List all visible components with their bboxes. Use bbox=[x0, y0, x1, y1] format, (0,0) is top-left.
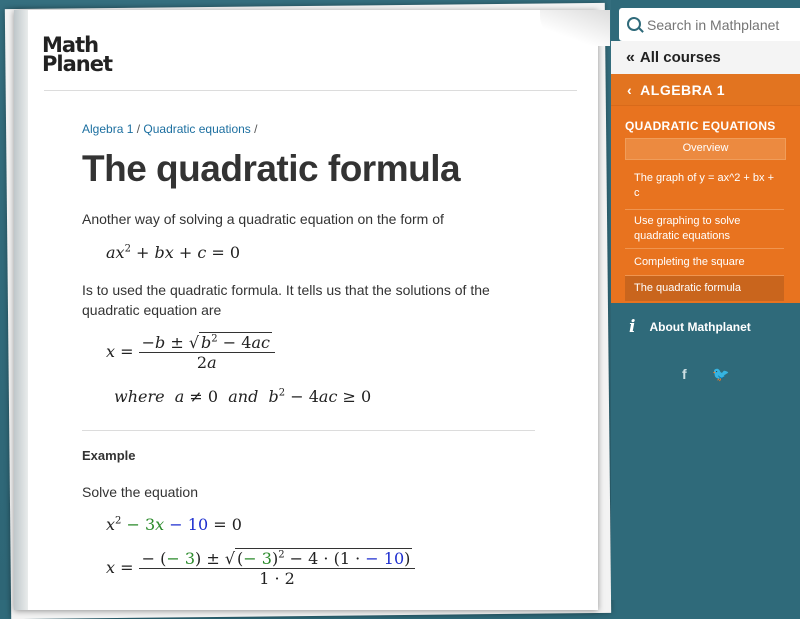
chevron-left-icon: ‹ bbox=[627, 81, 633, 98]
sidebar-item-label: The graph of y = ax^2 + bx + c bbox=[634, 172, 774, 199]
sidebar-item-graphing[interactable] bbox=[625, 209, 784, 249]
and-word: and bbox=[228, 387, 259, 406]
sidebar-item-label: The quadratic formula bbox=[634, 282, 741, 294]
example-text: Solve the equation bbox=[82, 484, 198, 500]
search-icon[interactable] bbox=[627, 17, 641, 31]
search-box[interactable] bbox=[619, 8, 800, 41]
sidebar-item-graph[interactable] bbox=[625, 166, 784, 210]
divider bbox=[44, 90, 577, 91]
example-equation: $x^2 - 3x - 10 = 0$ bbox=[106, 515, 242, 534]
sidebar-item-quadratic-formula[interactable] bbox=[625, 276, 784, 301]
page-title: The quadratic formula bbox=[82, 148, 461, 189]
all-courses-label: All courses bbox=[639, 49, 721, 66]
divider bbox=[82, 430, 535, 431]
course-title: ALGEBRA 1 bbox=[640, 81, 726, 98]
example-formula-substitution: x = $\frac{- (- 3) \pm √ (- 3)^2 - 4 \cdot (1 \cdot - 10)}{1 \cdot 2}$ bbox=[106, 549, 415, 588]
section-heading: QUADRATIC EQUATIONS bbox=[625, 119, 776, 133]
logo-line-1: Math bbox=[42, 33, 99, 57]
about-label: About Mathplanet bbox=[649, 320, 751, 334]
info-icon: i bbox=[629, 317, 636, 337]
twitter-icon[interactable]: 🐦 bbox=[712, 366, 730, 382]
breadcrumb-algebra-1[interactable]: Algebra 1 bbox=[82, 122, 134, 136]
breadcrumb-separator: / bbox=[250, 122, 258, 136]
formula-condition: where a ≠ 0 and $b^2 - 4ac \ge 0$ bbox=[114, 387, 372, 406]
breadcrumb bbox=[82, 122, 257, 136]
course-header-link[interactable] bbox=[611, 74, 800, 106]
all-courses-link[interactable] bbox=[611, 41, 800, 74]
quadratic-formula: x = $\frac{-b \pm √ b^2 - 4ac}{2a}$ bbox=[106, 333, 275, 372]
page-edge bbox=[14, 10, 28, 610]
example-heading: Example bbox=[82, 448, 136, 463]
intro-paragraph: Another way of solving a quadratic equation on the form of bbox=[82, 211, 444, 227]
search-input[interactable] bbox=[645, 14, 799, 36]
where-word: where bbox=[114, 387, 165, 406]
sidebar-item-overview[interactable] bbox=[625, 138, 786, 160]
logo-line-2: Planet bbox=[42, 52, 112, 76]
facebook-icon[interactable]: f bbox=[682, 366, 687, 382]
double-chevron-left-icon: « bbox=[626, 48, 635, 66]
mathplanet-logo[interactable] bbox=[42, 33, 112, 76]
breadcrumb-quadratic-equations[interactable]: Quadratic equations bbox=[143, 122, 251, 136]
sidebar-item-label: Use graphing to solve quadratic equations bbox=[634, 215, 741, 242]
sidebar-item-completing-square[interactable] bbox=[625, 250, 784, 276]
sidebar-item-label: Completing the square bbox=[634, 256, 745, 268]
about-mathplanet-link[interactable] bbox=[611, 313, 800, 341]
sidebar-item-label: Overview bbox=[682, 142, 729, 154]
formula-paragraph: Is to used the quadratic formula. It tells us that the solutions of the quadratic equation are bbox=[82, 282, 490, 318]
breadcrumb-separator: / bbox=[133, 122, 144, 136]
quadratic-equation-form: $ax^2$ + bx + c = 0 bbox=[106, 243, 241, 262]
